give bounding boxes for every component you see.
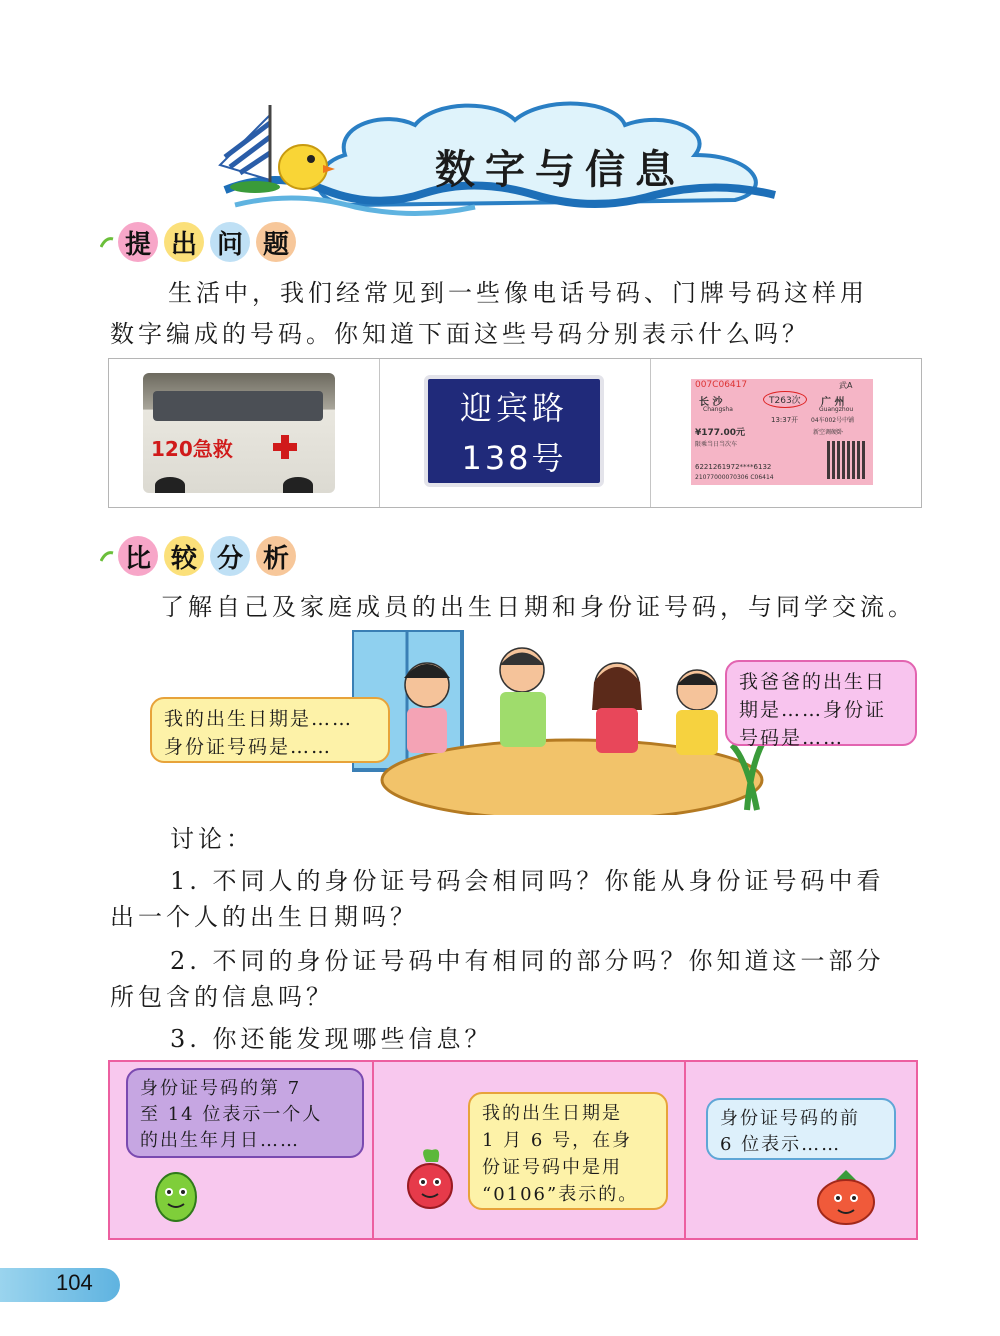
bubble-text: 号码是…… [739,727,845,749]
bubble-text: 身份证号码的第 7 [140,1078,302,1099]
heading-char: 较 [164,536,204,576]
discussion-item: 1. 不同人的身份证号码会相同吗？你能从身份证号码中看 [170,867,885,895]
red-cross-icon [273,435,297,459]
bubble-text: 我的出生日期是…… [164,708,354,730]
ticket-seat: 04车002号中铺 [811,417,855,424]
speech-bubble [706,1098,896,1160]
bottom-panel [108,1060,918,1240]
ticket-to-pinyin: Guangzhou [819,406,854,413]
photo-train-ticket [651,359,921,507]
ticket-from-pinyin: Changsha [703,406,733,413]
heading-char: 题 [256,222,296,262]
pepper-character-icon [146,1162,206,1232]
bubble-text: 身份证号码是…… [164,736,333,758]
section-heading-question [100,220,302,264]
bubble-text: 份证号码中是用 [482,1157,622,1178]
paragraph-line: 生活中，我们经常见到一些像电话号码、门牌号码这样用 [168,279,868,307]
bubble-text: 至 14 位表示一个人 [140,1104,323,1125]
street-number: 138号 [461,439,567,477]
discussion-item: 2. 不同的身份证号码中有相同的部分吗？你知道这一部分 [170,947,885,975]
ticket-train: T263次 [763,391,807,408]
ticket-from: 长 沙 [699,397,723,408]
heading-char: 比 [118,536,158,576]
speech-bubble [126,1068,364,1158]
heading-char: 提 [118,222,158,262]
photo-street-sign [380,359,651,507]
page-number: 104 [56,1270,93,1295]
radish-character-icon [398,1146,462,1216]
section-heading-analysis [100,534,302,578]
panel-cell-pepper [110,1062,374,1238]
ticket-price: ¥177.00元 [695,428,745,438]
panel-cell-radish [374,1062,686,1238]
ticket-to: 广 州 [821,397,845,408]
ticket-time: 13:37开 [771,416,799,424]
tomato-character-icon [806,1168,886,1234]
bubble-text: “0106”表示的。 [482,1184,639,1205]
discussion-label: 讨论： [170,825,254,853]
photo-ambulance [109,359,380,507]
ambulance-label: 120急救 [151,437,233,461]
paragraph-line: 了解自己及家庭成员的出生日期和身份证号码，与同学交流。 [160,593,916,621]
page-title: 数字与信息 [435,147,685,193]
bubble-text: 我的出生日期是 [482,1103,622,1124]
qr-code-icon [827,441,865,479]
chick-icon [279,145,327,189]
bubble-text: 1 月 6 号，在身 [482,1130,633,1151]
ticket-badge: 武A [839,381,853,390]
discussion-item: 出一个人的出生日期吗？ [110,903,418,931]
bubble-text: 我爸爸的出生日 [739,671,887,693]
students-illustration [352,630,782,815]
discussion-item: 3. 你还能发现哪些信息？ [170,1025,493,1053]
ticket-note: 限乘当日当次车 [695,441,738,448]
speech-bubble [468,1092,668,1210]
ticket-id: 6221261972****6132 [695,463,772,471]
heading-char: 分 [210,536,250,576]
bubble-text: 的出生年月日…… [140,1130,300,1151]
panel-cell-tomato [686,1062,916,1238]
swoosh-icon [100,549,114,563]
paragraph-line: 数字编成的号码。你知道下面这些号码分别表示什么吗？ [110,320,810,348]
bubble-text: 身份证号码的前 [720,1108,860,1129]
ticket-serial: 007C06417 [695,380,748,390]
speech-bubble [725,660,917,749]
swoosh-icon [100,235,114,249]
discussion-item: 所包含的信息吗？ [110,983,334,1011]
photo-strip [108,358,922,508]
ticket-barcode-line: 21077000070306 C06414 [695,474,774,481]
heading-char: 析 [256,536,296,576]
bubble-text: 6 位表示…… [720,1134,842,1155]
bubble-text: 期是……身份证 [739,699,887,721]
heading-char: 出 [164,222,204,262]
street-name: 迎宾路 [459,389,568,427]
ticket-class: 新空调硬卧 [813,429,844,436]
heading-char: 问 [210,222,250,262]
speech-bubble [150,697,390,763]
